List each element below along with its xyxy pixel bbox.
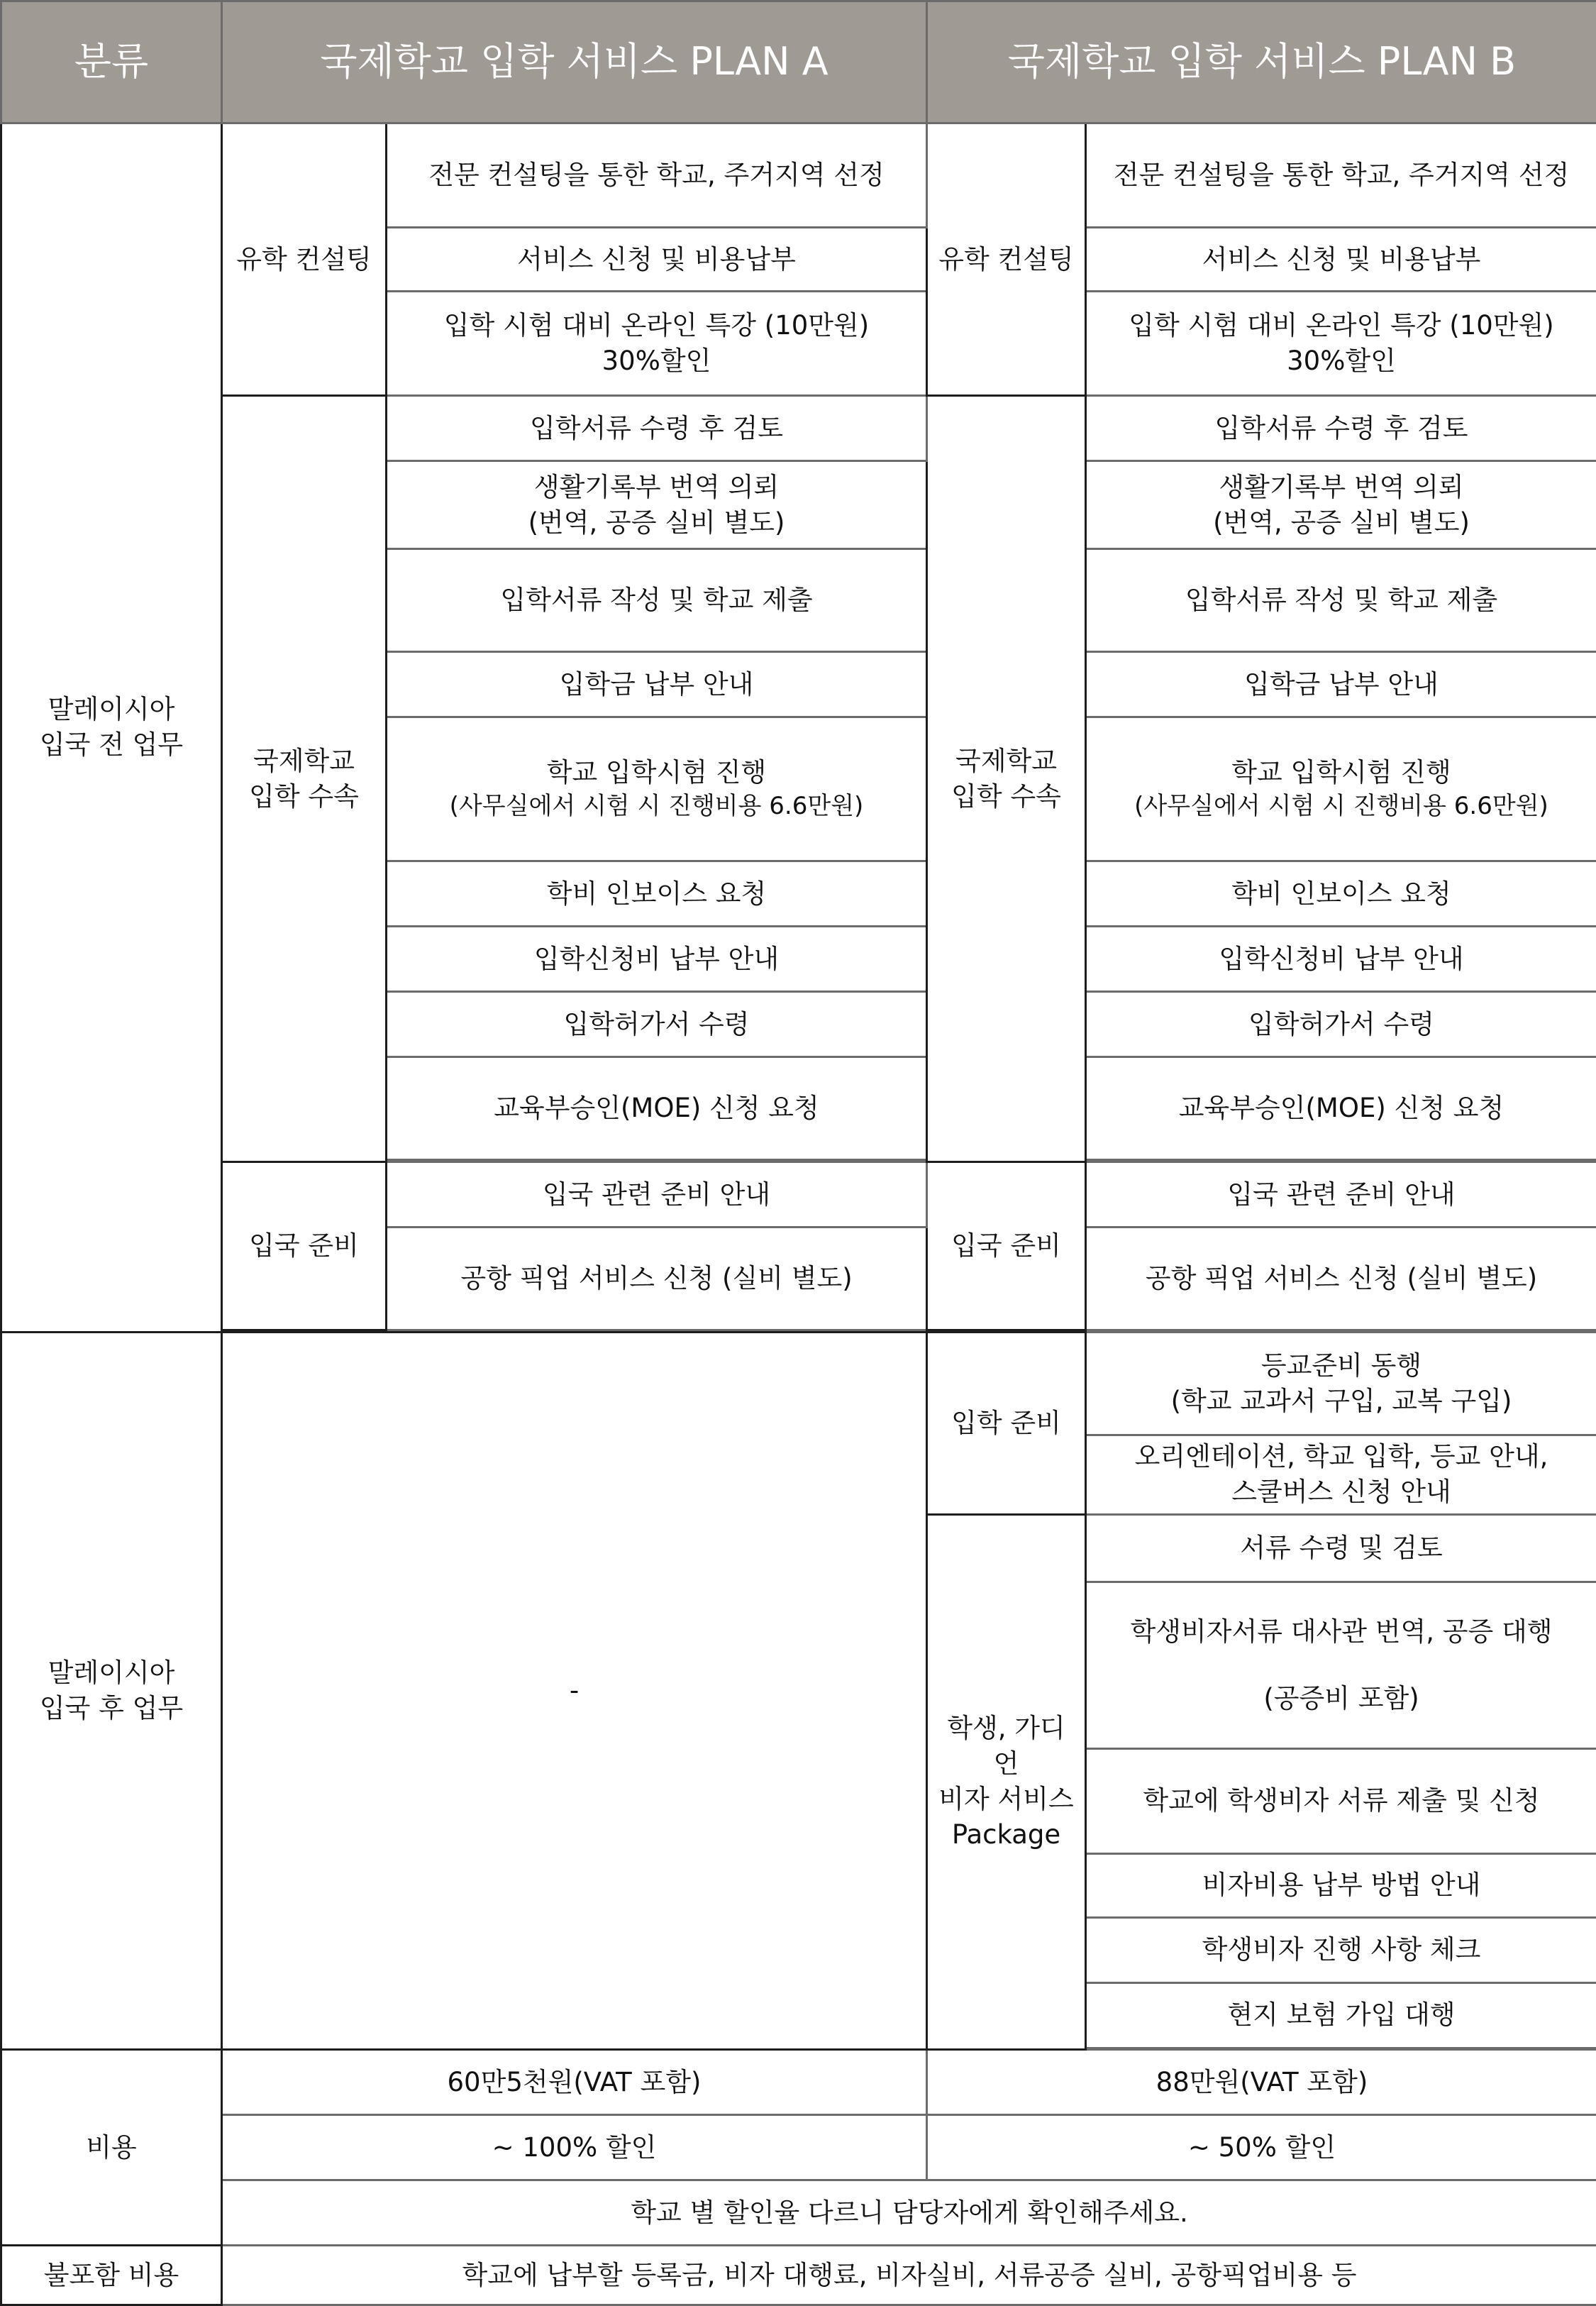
post-arrival-label: 말레이시아 입국 후 업무: [1, 1332, 222, 2050]
plan-b-procedure-item: 교육부승인(MOE) 신청 요청: [1086, 1057, 1596, 1160]
plan-b-visa-item: 현지 보험 가입 대행: [1086, 1982, 1596, 2048]
plan-b-entry-prep-label: 입국 준비: [927, 1162, 1086, 1330]
plan-a-procedure-item: 입학허가서 수령: [387, 992, 927, 1057]
plan-b-procedure-item: 입학서류 작성 및 학교 제출: [1086, 549, 1596, 652]
table-row: [1, 2246, 1596, 2305]
plan-a-procedure-item: 입학신청비 납부 안내: [387, 927, 927, 992]
cost-note: 학교 별 할인율 다르니 담당자에게 확인해주세요.: [222, 2180, 1596, 2246]
table-row: [1, 396, 1596, 461]
plan-b-procedure-item: 입학서류 수령 후 검토: [1086, 396, 1596, 461]
plan-b-consulting-item: 전문 컨설팅을 통한 학교, 주거지역 선정: [1086, 123, 1596, 228]
plan-b-consulting-label: 유학 컨설팅: [927, 123, 1086, 396]
plan-b-visa-translation: 학생비자서류 대사관 번역, 공증 대행: [1130, 1616, 1553, 1647]
table-row-spacer: [1, 1330, 1596, 1331]
plan-a-entry-prep-label: 입국 준비: [222, 1162, 387, 1330]
table-row: [1, 123, 1596, 228]
plan-b-procedure-item: 생활기록부 번역 의뢰 (번역, 공증 실비 별도): [1086, 461, 1596, 549]
cost-label: 비용: [1, 2050, 222, 2246]
plan-a-procedure-item: 생활기록부 번역 의뢰 (번역, 공증 실비 별도): [387, 461, 927, 549]
plan-b-visa-item: 비자비용 납부 방법 안내: [1086, 1853, 1596, 1917]
plan-b-procedure-item: 입학허가서 수령: [1086, 992, 1596, 1057]
plan-b-admission-prep-item: 등교준비 동행 (학교 교과서 구입, 교복 구입): [1086, 1332, 1596, 1435]
plan-b-consulting-item: 서비스 신청 및 비용납부: [1086, 228, 1596, 292]
plan-a-procedure-item: 입학서류 작성 및 학교 제출: [387, 549, 927, 652]
plan-b-consulting-item: 입학 시험 대비 온라인 특강 (10만원) 30%할인: [1086, 292, 1596, 396]
spacer: [1095, 1650, 1587, 1681]
plan-b-visa-translation-note: (공증비 포함): [1263, 1682, 1419, 1714]
plan-a-discount: ~ 100% 할인: [222, 2115, 927, 2180]
plan-b-entry-prep-item: 공항 픽업 서비스 신청 (실비 별도): [1086, 1228, 1596, 1330]
plan-a-entry-prep-item: 입국 관련 준비 안내: [387, 1162, 927, 1228]
plan-b-visa-item: 학교에 학생비자 서류 제출 및 신청: [1086, 1748, 1596, 1853]
plan-b-visa-item: 학생비자 진행 사항 체크: [1086, 1917, 1596, 1982]
plan-a-entrance-exam: 학교 입학시험 진행: [546, 757, 767, 788]
plan-a-consulting-item: 입학 시험 대비 온라인 특강 (10만원) 30%할인: [387, 292, 927, 396]
table-row: [1, 2180, 1596, 2246]
pre-arrival-label: 말레이시아 입국 전 업무: [1, 123, 222, 1333]
table-row: [1, 2050, 1596, 2115]
plan-b-discount: ~ 50% 할인: [927, 2115, 1596, 2180]
plan-b-admission-prep-label: 입학 준비: [927, 1332, 1086, 1514]
table-row: [1, 1162, 1596, 1228]
plan-a-consulting-item: 서비스 신청 및 비용납부: [387, 228, 927, 292]
plan-a-entry-prep-item: 공항 픽업 서비스 신청 (실비 별도): [387, 1228, 927, 1330]
plan-a-post-arrival-value: -: [222, 1332, 927, 2050]
header-row: [1, 1, 1596, 123]
plan-b-procedure-item: 학비 인보이스 요청: [1086, 861, 1596, 927]
table-row: [1, 2115, 1596, 2180]
plan-a-procedure-item: 입학서류 수령 후 검토: [387, 396, 927, 461]
plan-a-consulting-item: 전문 컨설팅을 통한 학교, 주거지역 선정: [387, 123, 927, 228]
plan-b-visa-package-label: 학생, 가디언 비자 서비스 Package: [927, 1514, 1086, 2050]
plan-b-procedure-item: 입학금 납부 안내: [1086, 652, 1596, 717]
plan-a-price: 60만5천원(VAT 포함): [222, 2050, 927, 2115]
plan-b-entrance-exam: 학교 입학시험 진행: [1231, 757, 1451, 788]
plan-b-entrance-exam-note: (사무실에서 시험 시 진행비용 6.6만원): [1134, 792, 1548, 821]
plan-a-procedure-item: 학비 인보이스 요청: [387, 861, 927, 927]
plan-b-procedure-item: 입학신청비 납부 안내: [1086, 927, 1596, 992]
plan-a-procedure-label: 국제학교 입학 수속: [222, 396, 387, 1162]
header-plan-b: 국제학교 입학 서비스 PLAN B: [927, 1, 1596, 123]
excluded-value: 학교에 납부할 등록금, 비자 대행료, 비자실비, 서류공증 실비, 공항픽업비용 등: [222, 2246, 1596, 2305]
excluded-label: 불포함 비용: [1, 2246, 222, 2305]
plan-b-entrance-exam-cell: [1086, 717, 1596, 861]
plan-a-entrance-exam-note: (사무실에서 시험 시 진행비용 6.6만원): [449, 792, 864, 821]
plan-a-procedure-item: 입학금 납부 안내: [387, 652, 927, 717]
table-row: [1, 1332, 1596, 1435]
plan-b-admission-prep-item: 오리엔테이션, 학교 입학, 등교 안내, 스쿨버스 신청 안내: [1086, 1435, 1596, 1514]
plan-a-entrance-exam-cell: [387, 717, 927, 861]
plan-a-consulting-label: 유학 컨설팅: [222, 123, 387, 396]
plan-a-procedure-item: 교육부승인(MOE) 신청 요청: [387, 1057, 927, 1160]
plan-b-procedure-label: 국제학교 입학 수속: [927, 396, 1086, 1162]
plan-b-entry-prep-item: 입국 관련 준비 안내: [1086, 1162, 1596, 1228]
plan-b-visa-item: 서류 수령 및 검토: [1086, 1514, 1596, 1582]
header-category: 분류: [1, 1, 222, 123]
header-plan-a: 국제학교 입학 서비스 PLAN A: [222, 1, 927, 123]
plan-b-visa-translation-cell: [1086, 1582, 1596, 1748]
plan-b-price: 88만원(VAT 포함): [927, 2050, 1596, 2115]
